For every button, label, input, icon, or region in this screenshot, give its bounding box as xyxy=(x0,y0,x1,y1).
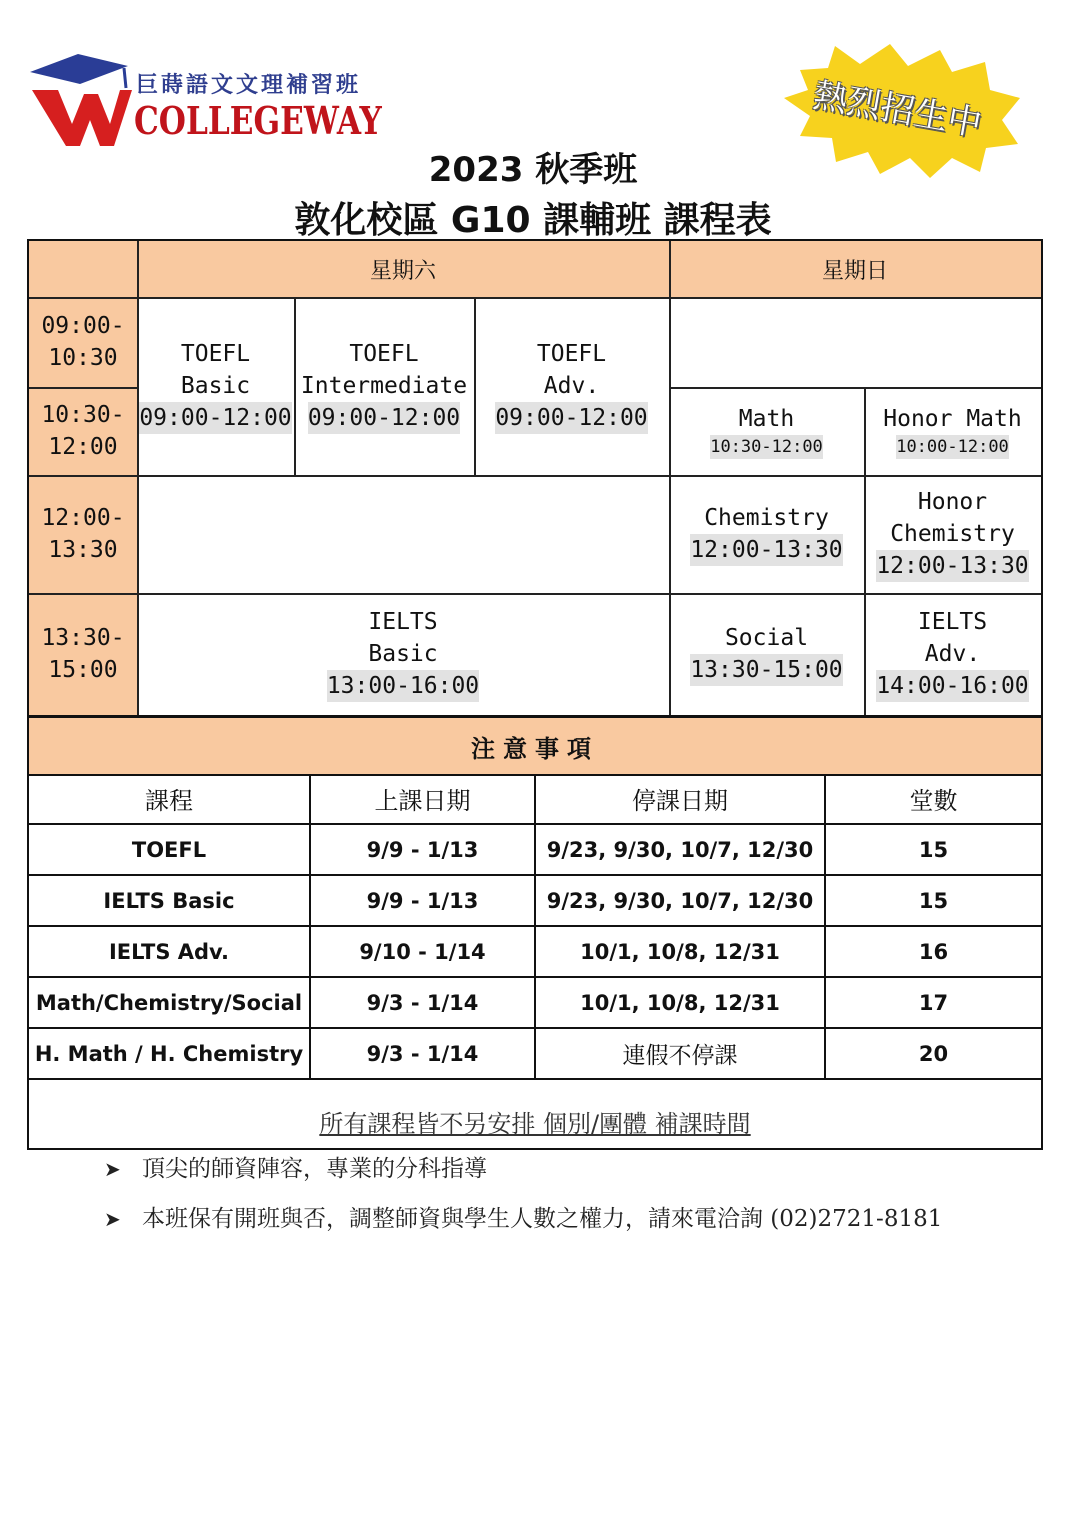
notes-table xyxy=(29,774,1041,1080)
recruiting-badge-text: 熱烈招生中 xyxy=(810,75,985,145)
course-cell: IELTS Adv. xyxy=(29,926,310,977)
class-time: 12:00-13:30 xyxy=(876,550,1028,582)
table-row xyxy=(29,926,1041,977)
table-row xyxy=(29,875,1041,926)
course-cell: IELTS Basic xyxy=(29,875,310,926)
time-slot-3: 12:00- 13:30 xyxy=(29,475,137,593)
arrow-bullet-icon: ➤ xyxy=(104,1157,121,1181)
page-title-line2: 敦化校區 G10 課輔班 課程表 xyxy=(294,200,772,241)
col-header-course: 課程 xyxy=(29,774,310,824)
class-chemistry xyxy=(669,475,864,593)
class-name: TOEFL Adv. xyxy=(536,341,607,399)
bullet-text: 頂尖的師資陣容，專業的分科指導 xyxy=(142,1156,487,1182)
class-time: 10:00-12:00 xyxy=(896,437,1009,457)
class-time: 14:00-16:00 xyxy=(876,670,1028,702)
bullet-item xyxy=(104,1200,942,1233)
logo-english-name: COLLEGEWAY xyxy=(134,98,382,143)
logo-chinese-name: 巨蒔語文文理補習班 xyxy=(136,72,362,98)
grid-line xyxy=(474,297,476,475)
class-name: Chemistry xyxy=(704,505,829,531)
table-row xyxy=(29,977,1041,1028)
off-dates-cell: 10/1, 10/8, 12/31 xyxy=(535,977,825,1028)
off-dates-cell: 9/23, 9/30, 10/7, 12/30 xyxy=(535,875,825,926)
start-date-cell: 9/10 - 1/14 xyxy=(310,926,535,977)
graduation-cap-w-icon xyxy=(28,50,138,150)
grid-line xyxy=(29,593,1041,595)
class-honor-math xyxy=(864,387,1041,475)
start-date-cell: 9/9 - 1/13 xyxy=(310,824,535,875)
off-dates-cell: 10/1, 10/8, 12/31 xyxy=(535,926,825,977)
course-cell: Math/Chemistry/Social xyxy=(29,977,310,1028)
class-toefl-adv xyxy=(474,297,669,475)
class-toefl-basic xyxy=(137,297,294,475)
logo xyxy=(28,50,382,150)
class-social xyxy=(669,593,864,715)
sessions-cell: 15 xyxy=(825,875,1041,926)
start-date-cell: 9/9 - 1/13 xyxy=(310,875,535,926)
course-cell: H. Math / H. Chemistry xyxy=(29,1028,310,1079)
grid-line xyxy=(669,241,671,715)
class-ielts-adv xyxy=(864,593,1041,715)
table-row xyxy=(29,1028,1041,1079)
bullet-text: 本班保有開班與否，調整師資與學生人數之權力，請來電洽詢 (02)2721-8181 xyxy=(142,1206,943,1232)
col-header-off-dates: 停課日期 xyxy=(535,774,825,824)
time-slot-1: 09:00- 10:30 xyxy=(29,297,137,387)
class-honor-chemistry xyxy=(864,475,1041,593)
grid-line xyxy=(294,297,296,475)
notes-section xyxy=(27,716,1043,1150)
time-slot-4: 13:30- 15:00 xyxy=(29,593,137,715)
class-math xyxy=(669,387,864,475)
grid-line xyxy=(29,475,1041,477)
start-date-cell: 9/3 - 1/14 xyxy=(310,977,535,1028)
arrow-bullet-icon: ➤ xyxy=(104,1207,121,1231)
grid-line xyxy=(864,387,866,715)
class-name: TOEFL Basic xyxy=(180,341,251,399)
corner-cell xyxy=(29,241,137,297)
class-time: 12:00-13:30 xyxy=(690,534,842,566)
start-date-cell: 9/3 - 1/14 xyxy=(310,1028,535,1079)
schedule-table xyxy=(27,239,1043,717)
bullet-item xyxy=(104,1150,487,1183)
class-name: Honor Chemistry xyxy=(890,489,1015,547)
grid-line xyxy=(137,241,139,715)
class-name: Honor Math xyxy=(883,406,1022,432)
table-row xyxy=(29,824,1041,875)
sessions-cell: 17 xyxy=(825,977,1041,1028)
notes-heading: 注意事項 xyxy=(29,718,1041,776)
class-name: Math xyxy=(738,406,795,432)
class-name: IELTS Adv. xyxy=(917,609,988,667)
col-header-start-date: 上課日期 xyxy=(310,774,535,824)
page-title-line1: 2023 秋季班 xyxy=(428,150,638,190)
notes-footer: 所有課程皆不另安排 個別/團體 補課時間 xyxy=(319,1109,751,1138)
time-slot-2: 10:30- 12:00 xyxy=(29,387,137,475)
class-name: TOEFL Intermediate xyxy=(300,341,468,399)
class-time: 13:00-16:00 xyxy=(327,670,479,702)
grid-line xyxy=(29,387,137,389)
notes-header-row xyxy=(29,774,1041,824)
class-name: IELTS Basic xyxy=(368,609,438,667)
off-dates-cell: 9/23, 9/30, 10/7, 12/30 xyxy=(535,824,825,875)
class-time: 10:30-12:00 xyxy=(710,437,823,457)
grid-line xyxy=(29,297,1041,299)
class-time: 09:00-12:00 xyxy=(495,402,647,434)
sessions-cell: 20 xyxy=(825,1028,1041,1079)
course-cell: TOEFL xyxy=(29,824,310,875)
class-time: 09:00-12:00 xyxy=(308,402,460,434)
sessions-cell: 16 xyxy=(825,926,1041,977)
class-time: 09:00-12:00 xyxy=(139,402,291,434)
off-dates-cell: 連假不停課 xyxy=(535,1028,825,1079)
class-toefl-intermediate xyxy=(294,297,474,475)
class-name: Social xyxy=(724,625,809,651)
grid-line xyxy=(669,387,1041,389)
day-header-sunday: 星期日 xyxy=(669,241,1041,297)
class-time: 13:30-15:00 xyxy=(690,654,842,686)
day-header-saturday: 星期六 xyxy=(137,241,669,297)
class-ielts-basic xyxy=(137,593,669,715)
col-header-sessions: 堂數 xyxy=(825,774,1041,824)
sessions-cell: 15 xyxy=(825,824,1041,875)
